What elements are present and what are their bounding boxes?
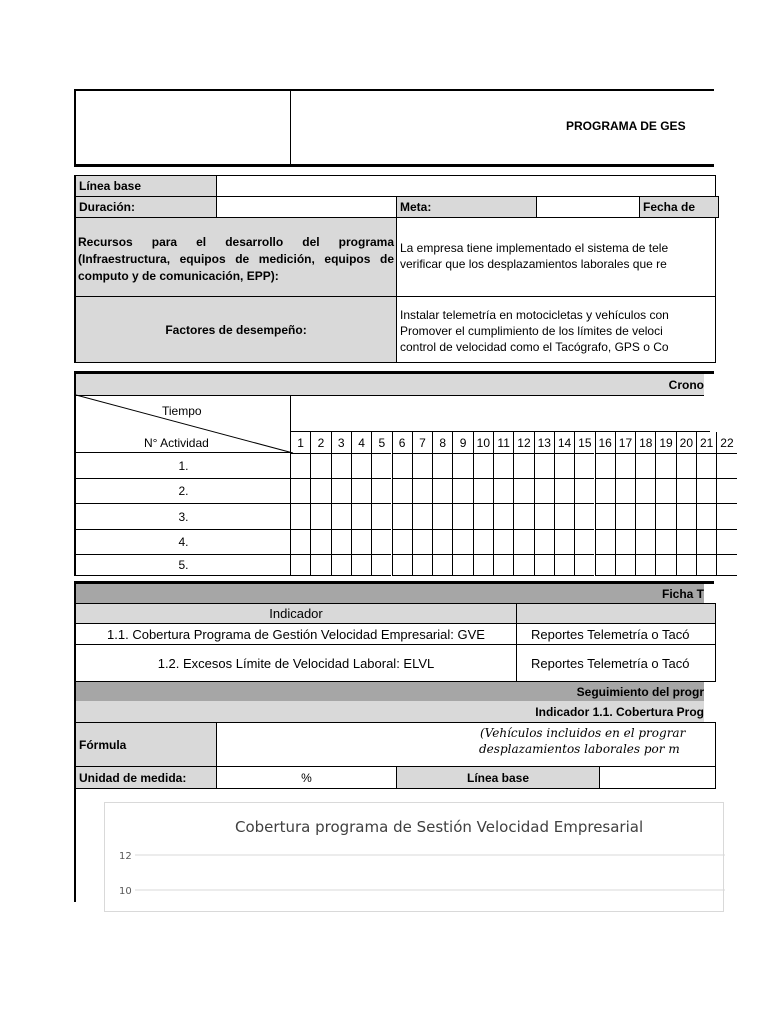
schedule-cell[interactable] xyxy=(331,453,351,479)
day-header-cell: 5 xyxy=(371,432,391,454)
schedule-cell[interactable] xyxy=(595,478,615,504)
ficha-row-1-indicator: 1.1. Cobertura Programa de Gestión Velocidad Empresarial: GVE xyxy=(74,623,517,645)
day-header-cell: 13 xyxy=(534,432,554,454)
schedule-cell[interactable] xyxy=(412,554,432,576)
recursos-value[interactable] xyxy=(396,217,716,297)
schedule-cell[interactable] xyxy=(310,478,330,504)
schedule-cell[interactable] xyxy=(310,504,330,530)
formula-line-1: (Vehículos incluidos en el prograr xyxy=(480,726,686,740)
schedule-cell[interactable] xyxy=(310,554,330,576)
day-header-cell: 8 xyxy=(432,432,452,454)
schedule-cell[interactable] xyxy=(534,504,554,530)
schedule-cell[interactable] xyxy=(331,504,351,530)
schedule-cell[interactable] xyxy=(696,453,716,479)
schedule-cell[interactable] xyxy=(574,504,594,530)
schedule-cell[interactable] xyxy=(716,554,736,576)
schedule-cell[interactable] xyxy=(392,529,412,555)
schedule-cell[interactable] xyxy=(493,554,513,576)
schedule-cell[interactable] xyxy=(331,529,351,555)
spreadsheet-page xyxy=(74,89,734,902)
schedule-cell[interactable] xyxy=(412,453,432,479)
factores-value[interactable] xyxy=(396,296,716,363)
day-header-cell: 14 xyxy=(554,432,574,454)
schedule-cell[interactable] xyxy=(290,504,310,530)
schedule-cell[interactable] xyxy=(452,554,472,576)
schedule-cell[interactable] xyxy=(473,529,493,555)
day-header-cell: 1 xyxy=(290,432,310,454)
factores-line-3: control de velocidad como el Tacógrafo, GPS o Co xyxy=(400,340,669,354)
schedule-cell[interactable] xyxy=(452,529,472,555)
schedule-cell[interactable] xyxy=(574,453,594,479)
ficha-row-2-indicator: 1.2. Excesos Límite de Velocidad Laboral: ELVL xyxy=(74,644,517,682)
ficha-source-header xyxy=(516,603,716,624)
schedule-cell[interactable] xyxy=(452,478,472,504)
schedule-cell[interactable] xyxy=(392,478,412,504)
day-header-cell: 16 xyxy=(595,432,615,454)
activity-number: 2. xyxy=(74,478,291,504)
formula-label: Fórmula xyxy=(74,722,217,767)
schedule-cell[interactable] xyxy=(473,554,493,576)
schedule-cell[interactable] xyxy=(513,478,533,504)
unidad-label: Unidad de medida: xyxy=(74,766,217,789)
day-header-cell: 18 xyxy=(635,432,655,454)
schedule-cell[interactable] xyxy=(696,554,716,576)
unidad-value[interactable]: % xyxy=(216,766,397,789)
schedule-cell[interactable] xyxy=(473,504,493,530)
day-header-cell: 15 xyxy=(574,432,594,454)
schedule-cell[interactable] xyxy=(432,554,452,576)
seguimiento-indicator-title: Indicador 1.1. Cobertura Prog xyxy=(74,701,704,723)
activity-number: 3. xyxy=(74,504,291,530)
linea-base-value[interactable] xyxy=(216,175,716,197)
schedule-cell[interactable] xyxy=(432,478,452,504)
fecha-label: Fecha de xyxy=(639,196,719,218)
day-header-cell: 11 xyxy=(493,432,513,454)
schedule-cell[interactable] xyxy=(290,478,310,504)
schedule-cell[interactable] xyxy=(655,504,675,530)
schedule-cell[interactable] xyxy=(371,554,391,576)
schedule-cell[interactable] xyxy=(412,529,432,555)
schedule-cell[interactable] xyxy=(452,504,472,530)
activity-number: 1. xyxy=(74,453,291,479)
schedule-cell[interactable] xyxy=(554,529,574,555)
schedule-cell[interactable] xyxy=(595,529,615,555)
schedule-cell[interactable] xyxy=(290,554,310,576)
day-header-cell: 19 xyxy=(655,432,675,454)
chart-title: Cobertura programa de Sestión Velocidad Empresarial xyxy=(235,818,644,836)
day-header-cell: 10 xyxy=(473,432,493,454)
schedule-cell[interactable] xyxy=(676,504,696,530)
schedule-cell[interactable] xyxy=(615,478,635,504)
ficha-indicador-header: Indicador xyxy=(74,603,517,624)
schedule-cell[interactable] xyxy=(635,504,655,530)
seguimiento-linea-base-value[interactable] xyxy=(599,766,716,789)
schedule-cell[interactable] xyxy=(513,504,533,530)
day-header-cell: 6 xyxy=(392,432,412,454)
schedule-cell[interactable] xyxy=(635,453,655,479)
diagonal-header-cell xyxy=(74,395,291,453)
schedule-cell[interactable] xyxy=(574,554,594,576)
program-title: PROGRAMA DE GES xyxy=(566,119,686,133)
schedule-cell[interactable] xyxy=(716,478,736,504)
schedule-cell[interactable] xyxy=(716,504,736,530)
schedule-cell[interactable] xyxy=(432,453,452,479)
logo-cell xyxy=(74,89,291,165)
schedule-cell[interactable] xyxy=(290,453,310,479)
schedule-cell[interactable] xyxy=(534,554,554,576)
schedule-cell[interactable] xyxy=(696,529,716,555)
schedule-cell[interactable] xyxy=(615,453,635,479)
chart-section-border xyxy=(74,789,76,902)
schedule-cell[interactable] xyxy=(595,453,615,479)
chart-container[interactable] xyxy=(104,802,724,912)
day-header-cell: 4 xyxy=(351,432,371,454)
schedule-cell[interactable] xyxy=(513,453,533,479)
schedule-cell[interactable] xyxy=(534,453,554,479)
schedule-cell[interactable] xyxy=(534,529,554,555)
duracion-value[interactable] xyxy=(216,196,397,218)
schedule-cell[interactable] xyxy=(595,554,615,576)
schedule-cell[interactable] xyxy=(574,529,594,555)
meta-value[interactable] xyxy=(536,196,640,218)
schedule-cell[interactable] xyxy=(290,529,310,555)
schedule-cell[interactable] xyxy=(615,504,635,530)
schedule-cell[interactable] xyxy=(351,529,371,555)
schedule-cell[interactable] xyxy=(554,554,574,576)
schedule-cell[interactable] xyxy=(392,504,412,530)
day-header-cell: 22 xyxy=(716,432,736,454)
schedule-cell[interactable] xyxy=(392,554,412,576)
schedule-cell[interactable] xyxy=(716,453,736,479)
activity-number: 5. xyxy=(74,554,291,576)
schedule-cell[interactable] xyxy=(452,453,472,479)
y-tick-label: 10 xyxy=(119,886,132,897)
actividad-label: N° Actividad xyxy=(144,436,209,450)
schedule-cell[interactable] xyxy=(371,504,391,530)
seguimiento-linea-base-label: Línea base xyxy=(396,766,600,789)
activity-number: 4. xyxy=(74,529,291,555)
header-divider xyxy=(74,164,714,167)
schedule-cell[interactable] xyxy=(493,504,513,530)
cronograma-title: Crono xyxy=(74,374,704,396)
schedule-cell[interactable] xyxy=(493,529,513,555)
seguimiento-title: Seguimiento del progr xyxy=(74,681,704,702)
schedule-cell[interactable] xyxy=(655,478,675,504)
factores-line-1: Instalar telemetría en motocicletas y vehículos con xyxy=(400,308,669,322)
factores-line-2: Promover el cumplimiento de los límites de veloci xyxy=(400,324,663,338)
duracion-label: Duración: xyxy=(74,196,217,218)
weeks-header xyxy=(290,395,710,432)
recursos-line-2: verificar que los desplazamientos laborales que re xyxy=(400,257,667,271)
schedule-cell[interactable] xyxy=(595,504,615,530)
schedule-cell[interactable] xyxy=(635,529,655,555)
schedule-cell[interactable] xyxy=(473,453,493,479)
schedule-cell[interactable] xyxy=(635,554,655,576)
schedule-cell[interactable] xyxy=(371,453,391,479)
schedule-cell[interactable] xyxy=(513,554,533,576)
schedule-cell[interactable] xyxy=(676,478,696,504)
schedule-cell[interactable] xyxy=(412,478,432,504)
day-header-cell: 2 xyxy=(310,432,330,454)
schedule-cell[interactable] xyxy=(392,453,412,479)
meta-label: Meta: xyxy=(396,196,537,218)
formula-line-2: desplazamientos laborales por m xyxy=(479,742,680,756)
ficha-title: Ficha T xyxy=(74,584,704,604)
schedule-cell[interactable] xyxy=(696,504,716,530)
schedule-cell[interactable] xyxy=(371,529,391,555)
ficha-row-1-source: Reportes Telemetría o Tacó xyxy=(516,623,716,645)
schedule-cell[interactable] xyxy=(371,478,391,504)
day-header-cell: 12 xyxy=(513,432,533,454)
schedule-cell[interactable] xyxy=(310,453,330,479)
day-header-cell: 21 xyxy=(696,432,716,454)
schedule-cell[interactable] xyxy=(696,478,716,504)
day-header-cell: 17 xyxy=(615,432,635,454)
linea-base-label: Línea base xyxy=(74,175,217,197)
ficha-row-2-source: Reportes Telemetría o Tacó xyxy=(516,644,716,682)
schedule-cell[interactable] xyxy=(310,529,330,555)
schedule-cell[interactable] xyxy=(331,554,351,576)
schedule-cell[interactable] xyxy=(351,554,371,576)
schedule-cell[interactable] xyxy=(534,478,554,504)
recursos-line-1: La empresa tiene implementado el sistema de tele xyxy=(400,241,669,255)
schedule-cell[interactable] xyxy=(554,504,574,530)
schedule-cell[interactable] xyxy=(493,453,513,479)
formula-value xyxy=(216,722,716,767)
schedule-cell[interactable] xyxy=(493,478,513,504)
schedule-cell[interactable] xyxy=(554,453,574,479)
schedule-cell[interactable] xyxy=(615,554,635,576)
schedule-cell[interactable] xyxy=(655,453,675,479)
schedule-cell[interactable] xyxy=(676,453,696,479)
schedule-cell[interactable] xyxy=(635,478,655,504)
y-tick-label: 12 xyxy=(119,851,132,862)
chart-svg xyxy=(105,803,725,913)
schedule-cell[interactable] xyxy=(513,529,533,555)
day-header-cell: 7 xyxy=(412,432,432,454)
schedule-cell[interactable] xyxy=(351,453,371,479)
schedule-cell[interactable] xyxy=(574,478,594,504)
schedule-cell[interactable] xyxy=(432,504,452,530)
schedule-cell[interactable] xyxy=(432,529,452,555)
schedule-cell[interactable] xyxy=(473,478,493,504)
schedule-cell[interactable] xyxy=(676,529,696,555)
day-header-cell: 3 xyxy=(331,432,351,454)
factores-label: Factores de desempeño: xyxy=(74,296,397,363)
day-header-cell: 20 xyxy=(676,432,696,454)
schedule-cell[interactable] xyxy=(351,478,371,504)
schedule-cell[interactable] xyxy=(351,504,371,530)
schedule-cell[interactable] xyxy=(655,529,675,555)
recursos-label: Recursos para el desarrollo del programa (Infraestructura, equipos de medición, equipos de computo y de comunicación, EPP): xyxy=(74,217,397,297)
day-header-cell: 9 xyxy=(452,432,472,454)
schedule-cell[interactable] xyxy=(615,529,635,555)
schedule-cell[interactable] xyxy=(676,554,696,576)
schedule-cell[interactable] xyxy=(331,478,351,504)
tiempo-label: Tiempo xyxy=(162,404,202,418)
schedule-cell[interactable] xyxy=(412,504,432,530)
schedule-cell[interactable] xyxy=(655,554,675,576)
schedule-cell[interactable] xyxy=(716,529,736,555)
schedule-cell[interactable] xyxy=(554,478,574,504)
